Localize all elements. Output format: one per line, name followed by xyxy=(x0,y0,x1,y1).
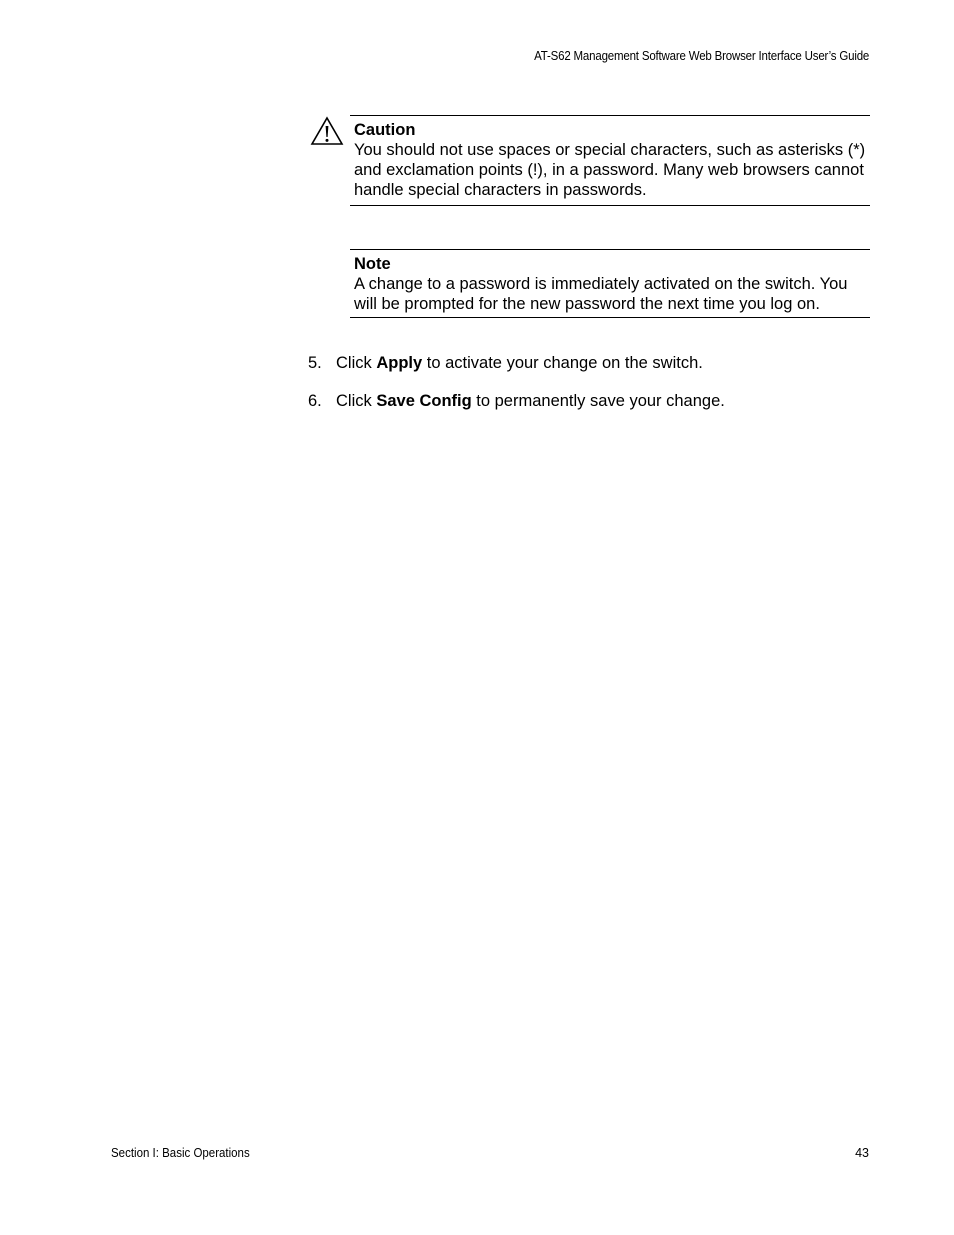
save-config-term: Save Config xyxy=(376,392,472,410)
note-label: Note xyxy=(354,255,391,273)
step-number: 6. xyxy=(308,392,322,410)
running-header: AT-S62 Management Software Web Browser Interface User’s Guide xyxy=(533,49,869,63)
note-box xyxy=(350,249,870,318)
caution-text: You should not use spaces or special characters, such as asterisks (*) and exclamation points (!), in a password. Many web browsers cannot handle special characters in passwords. xyxy=(354,141,866,199)
caution-box xyxy=(350,115,870,206)
step-5 xyxy=(308,353,703,373)
page-number: 43 xyxy=(855,1146,869,1160)
step-suffix: to activate your change on the switch. xyxy=(422,354,703,372)
step-prefix: Click xyxy=(336,354,377,372)
step-suffix: to permanently save your change. xyxy=(471,392,725,410)
step-6 xyxy=(308,391,725,411)
caution-label: Caution xyxy=(354,121,416,139)
step-number: 5. xyxy=(308,354,322,372)
apply-term: Apply xyxy=(376,354,423,372)
footer-section: Section I: Basic Operations xyxy=(111,1146,250,1160)
warning-triangle-icon xyxy=(310,116,344,146)
step-prefix: Click xyxy=(336,392,377,410)
note-text: A change to a password is immediately activated on the switch. You will be prompted for the new password the next time you log on. xyxy=(354,275,848,313)
